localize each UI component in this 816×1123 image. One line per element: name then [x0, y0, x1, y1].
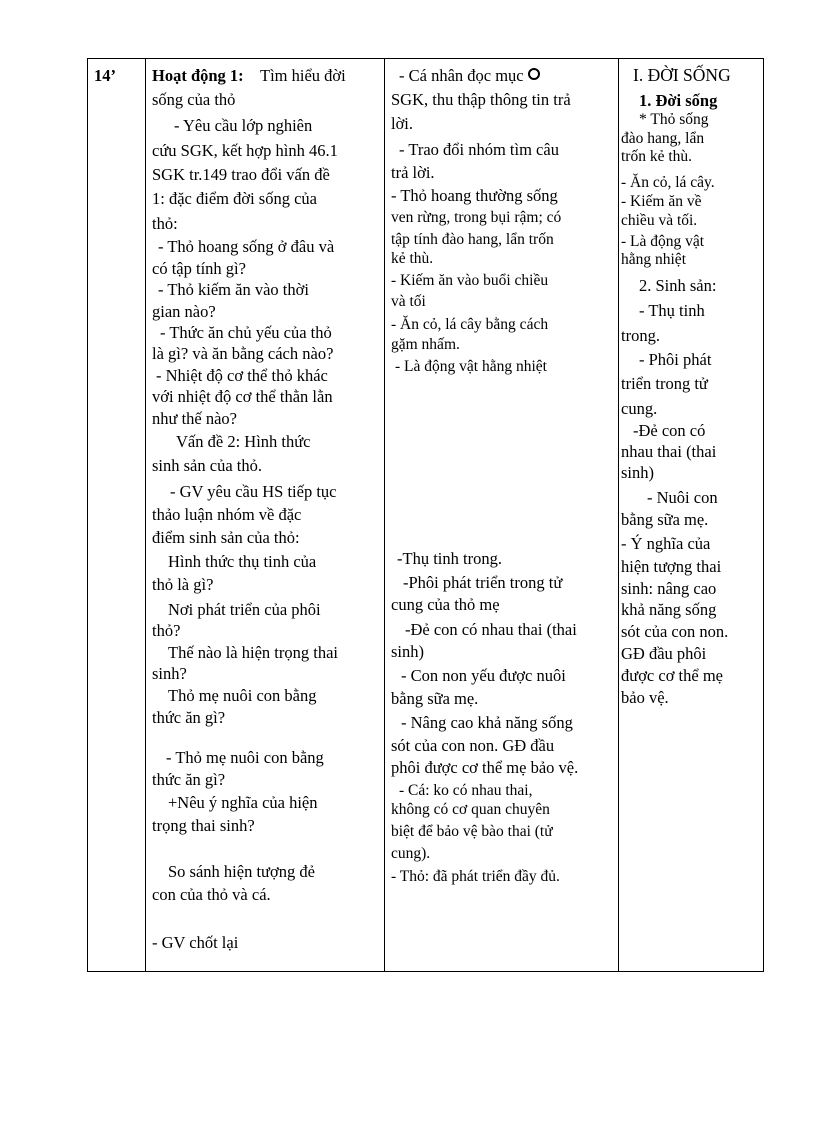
- content-line: trốn kẻ thù.: [621, 148, 693, 165]
- student-line: -Đẻ con có nhau thai (thai: [405, 620, 577, 639]
- student-line: - Con non yếu được nuôi: [401, 666, 566, 685]
- content-line: nhau thai (thai: [621, 442, 717, 461]
- teacher-line: cứu SGK, kết hợp hình 46.1: [152, 141, 338, 160]
- content-line: khả năng sống: [621, 600, 717, 619]
- teacher-line: thảo luận nhóm về đặc: [152, 505, 302, 524]
- teacher-line: thức ăn gì?: [152, 708, 226, 727]
- content-line: hằng nhiệt: [621, 251, 686, 268]
- teacher-line: 1: đặc điểm đời sống của: [152, 189, 317, 208]
- teacher-line: Hình thức thụ tinh của: [168, 552, 317, 571]
- teacher-line: Thế nào là hiện trọng thai: [168, 643, 338, 662]
- teacher-line: Vấn đề 2: Hình thức: [176, 432, 311, 451]
- teacher-line: Thỏ mẹ nuôi con bằng: [168, 686, 317, 705]
- content-line: đào hang, lẩn: [621, 130, 705, 147]
- student-line: không có cơ quan chuyên: [391, 801, 550, 818]
- student-line: - Là động vật hằng nhiệt: [395, 358, 547, 375]
- student-line: -Thụ tinh trong.: [397, 549, 502, 568]
- content-line: 2. Sinh sản:: [639, 276, 717, 295]
- student-line: kẻ thù.: [391, 250, 434, 267]
- student-line: - Thỏ hoang thường sống: [391, 186, 558, 205]
- content-line: sinh: nâng cao: [621, 579, 717, 598]
- teacher-line: có tập tính gì?: [152, 259, 246, 278]
- teacher-line: So sánh hiện tượng đẻ: [168, 862, 315, 881]
- teacher-line: Tìm hiểu đời: [260, 66, 346, 85]
- teacher-line: - Nhiệt độ cơ thể thỏ khác: [156, 366, 328, 385]
- teacher-line: thỏ?: [152, 621, 181, 640]
- teacher-line: +Nêu ý nghĩa của hiện: [168, 793, 318, 812]
- content-line: - Kiếm ăn về: [621, 193, 702, 210]
- content-line: * Thỏ sống: [639, 111, 709, 128]
- content-line: được cơ thể mẹ: [621, 666, 723, 685]
- student-line: bằng sữa mẹ.: [391, 689, 479, 708]
- content-line: - Thụ tinh: [639, 301, 705, 320]
- content-line: - Là động vật: [621, 233, 705, 250]
- teacher-line: - Thỏ mẹ nuôi con bằng: [166, 748, 324, 767]
- student-line: - Cá nhân đọc mục: [399, 66, 540, 85]
- content-line: bằng sữa mẹ.: [621, 510, 709, 529]
- teacher-line: - Thỏ kiếm ăn vào thời: [158, 280, 309, 299]
- student-line: SGK, thu thập thông tin trả: [391, 90, 571, 109]
- teacher-line: con của thỏ và cá.: [152, 885, 271, 904]
- teacher-line: - Thức ăn chủ yếu của thỏ: [160, 323, 332, 342]
- content-line: chiều và tối.: [621, 212, 698, 229]
- teacher-line: trọng thai sinh?: [152, 816, 255, 835]
- content-line: sinh): [621, 463, 654, 482]
- student-line: cung của thỏ mẹ: [391, 595, 500, 614]
- teacher-activity-column: [145, 59, 384, 971]
- teacher-line: - Yêu cầu lớp nghiên: [174, 116, 313, 135]
- content-line: 1. Đời sống: [639, 91, 718, 110]
- content-line: triển trong tử: [621, 374, 708, 393]
- teacher-line: Hoạt động 1:: [152, 66, 244, 85]
- teacher-line: - GV yêu cầu HS tiếp tục: [170, 482, 337, 501]
- content-line: trong.: [621, 326, 660, 345]
- teacher-line: thức ăn gì?: [152, 770, 226, 789]
- content-line: - Phôi phát: [639, 350, 712, 369]
- student-line: gặm nhấm.: [391, 336, 460, 353]
- student-line: -Phôi phát triển trong tử: [403, 573, 563, 592]
- circle-bullet-icon: [528, 68, 540, 80]
- content-line: - Ăn cỏ, lá cây.: [621, 174, 715, 191]
- student-line: phôi được cơ thể mẹ bảo vệ.: [391, 758, 579, 777]
- teacher-line: là gì? và ăn bằng cách nào?: [152, 344, 334, 363]
- content-line: bảo vệ.: [621, 688, 669, 707]
- content-line: I. ĐỜI SỐNG: [633, 65, 731, 85]
- teacher-line: như thế nào?: [152, 409, 237, 428]
- teacher-line: - GV chốt lại: [152, 933, 239, 952]
- student-line: và tối: [391, 293, 426, 310]
- student-line: - Thỏ: đã phát triển đầy đủ.: [391, 868, 560, 885]
- teacher-line: - Thỏ hoang sống ở đâu và: [158, 237, 335, 256]
- student-line: tập tính đào hang, lẩn trốn: [391, 231, 554, 248]
- teacher-line: gian nào?: [152, 302, 216, 321]
- student-line: - Cá: ko có nhau thai,: [399, 782, 533, 799]
- student-line: lời.: [391, 114, 414, 133]
- content-line: hiện tượng thai: [621, 557, 722, 576]
- teacher-line: sinh sản của thỏ.: [152, 456, 262, 475]
- teacher-line: với nhiệt độ cơ thể thằn lằn: [152, 387, 333, 406]
- content-line: sót của con non.: [621, 622, 729, 641]
- student-line: biệt để bảo vệ bào thai (tử: [391, 823, 553, 840]
- teacher-line: sống của thỏ: [152, 90, 236, 109]
- teacher-line: điểm sinh sản của thỏ:: [152, 528, 300, 547]
- teacher-line: thỏ là gì?: [152, 575, 214, 594]
- student-line: trả lời.: [391, 163, 435, 182]
- student-line: - Trao đổi nhóm tìm câu: [399, 140, 559, 159]
- student-activity-column: [384, 59, 618, 971]
- content-line: -Đẻ con có: [633, 421, 706, 440]
- teacher-line: thỏ:: [152, 214, 178, 233]
- student-line: sinh): [391, 642, 424, 661]
- lesson-content-column: [618, 59, 764, 971]
- time-value: 14’: [94, 66, 116, 85]
- content-line: cung.: [621, 399, 658, 418]
- student-line: - Kiếm ăn vào buổi chiều: [391, 272, 549, 289]
- student-line: - Nâng cao khả năng sống: [401, 713, 573, 732]
- teacher-line: sinh?: [152, 664, 187, 683]
- student-line: ven rừng, trong bụi rậm; có: [391, 209, 562, 226]
- student-line: sót của con non. GĐ đầu: [391, 736, 555, 755]
- time-column: [88, 59, 145, 971]
- lesson-table: [87, 58, 764, 972]
- content-line: - Nuôi con: [647, 488, 718, 507]
- content-line: GĐ đầu phôi: [621, 644, 707, 663]
- content-line: - Ý nghĩa của: [621, 534, 711, 553]
- student-line: - Ăn cỏ, lá cây bằng cách: [391, 316, 549, 333]
- teacher-line: Nơi phát triển của phôi: [168, 600, 321, 619]
- teacher-line: SGK tr.149 trao đổi vấn đề: [152, 165, 330, 184]
- student-line: cung).: [391, 845, 431, 862]
